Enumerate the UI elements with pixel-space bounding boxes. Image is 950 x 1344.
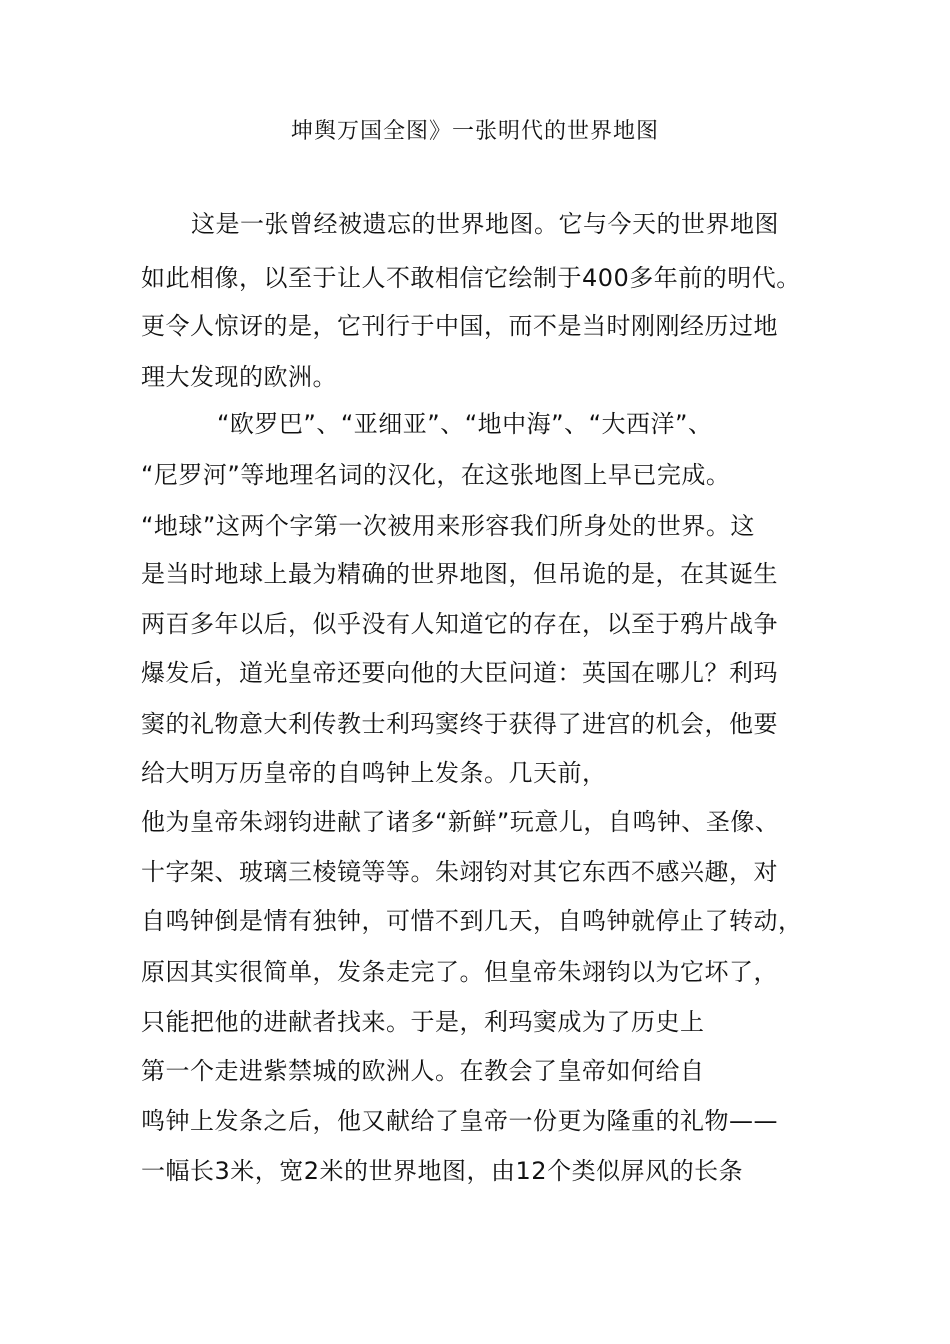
paragraph-line: “欧罗巴”、“亚细亚”、“地中海”、“大西洋”、 [217, 410, 713, 438]
paragraph-line: 爆发后，道光皇帝还要向他的大臣问道：英国在哪儿？利玛 [141, 659, 778, 687]
paragraph-line: “尼罗河”等地理名词的汉化，在这张地图上早已完成。 [141, 461, 731, 489]
document-title: 坤舆万国全图》一张明代的世界地图 [290, 119, 659, 144]
paragraph-line: 更令人惊讶的是，它刊行于中国，而不是当时刚刚经历过地 [141, 312, 778, 340]
paragraph-line: 十字架、玻璃三棱镜等等。朱翊钧对其它东西不感兴趣，对 [141, 858, 778, 886]
paragraph-line: 他为皇帝朱翊钧进献了诸多“新鲜”玩意儿，自鸣钟、圣像、 [141, 808, 780, 836]
paragraph-line: 给大明万历皇帝的自鸣钟上发条。几天前， [141, 759, 607, 787]
paragraph-line: 两百多年以后，似乎没有人知道它的存在，以至于鸦片战争 [141, 610, 778, 638]
paragraph-line: 如此相像，以至于让人不敢相信它绘制于400多年前的明代。 [141, 264, 801, 292]
paragraph-line: “地球”这两个字第一次被用来形容我们所身处的世界。这 [141, 512, 755, 540]
paragraph-line: 是当时地球上最为精确的世界地图，但吊诡的是，在其诞生 [141, 560, 778, 588]
paragraph-line: 原因其实很简单，发条走完了。但皇帝朱翊钧以为它坏了， [141, 958, 778, 986]
paragraph-line: 鸣钟上发条之后，他又献给了皇帝一份更为隆重的礼物—— [141, 1107, 778, 1135]
paragraph-line: 一幅长3米，宽2米的世界地图，由12个类似屏风的长条 [141, 1157, 744, 1185]
paragraph-line: 第一个走进紫禁城的欧洲人。在教会了皇帝如何给自 [141, 1057, 705, 1085]
paragraph-line: 这是一张曾经被遗忘的世界地图。它与今天的世界地图 [191, 210, 779, 238]
paragraph-line: 窦的礼物意大利传教士利玛窦终于获得了进宫的机会，他要 [141, 710, 778, 738]
paragraph-line: 自鸣钟倒是情有独钟，可惜不到几天，自鸣钟就停止了转动， [141, 907, 803, 935]
paragraph-line: 理大发现的欧洲。 [141, 363, 337, 391]
paragraph-line: 只能把他的进献者找来。于是，利玛窦成为了历史上 [141, 1008, 705, 1036]
